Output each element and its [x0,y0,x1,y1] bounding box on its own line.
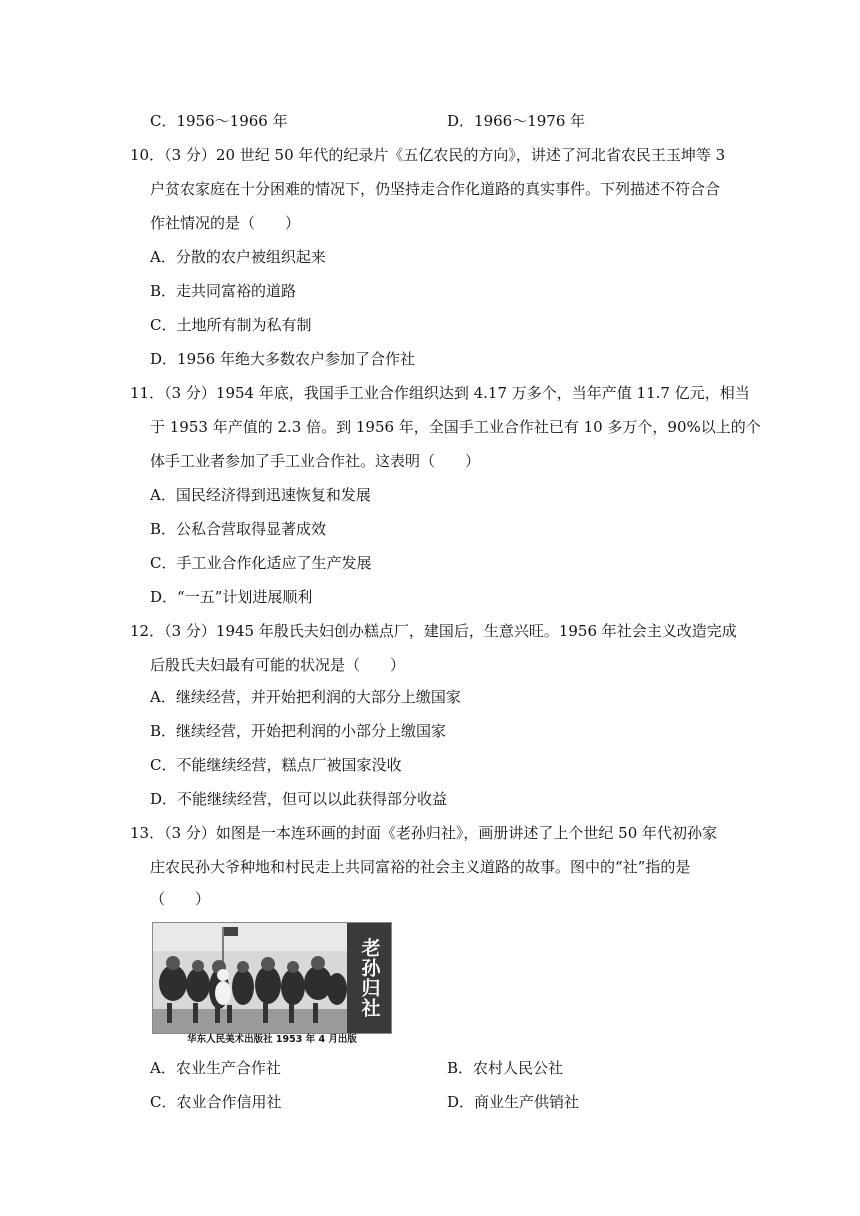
q11-stem-line3: 体手工业者参加了手工业合作社。这表明（ ） [150,452,481,470]
q12-option-a: A．继续经营，并开始把利润的大部分上缴国家 [150,688,461,706]
comic-cover-image [152,922,392,1046]
q13-option-c: C．农业合作信用社 [150,1093,282,1111]
q12-stem-line2: 后殷氏夫妇最有可能的状况是（ ） [150,656,406,674]
q9-option-c: C．1956～1966 年 [150,112,288,130]
q10-option-b: B．走共同富裕的道路 [150,282,297,300]
q13-stem-line2: 庄农民孙大爷种地和村民走上共同富裕的社会主义道路的故事。图中的“社”指的是 [150,858,691,876]
q12-option-c: C．不能继续经营，糕点厂被国家没收 [150,756,402,774]
q13-stem-line1: 13．（3 分）如图是一本连环画的封面《老孙归社》，画册讲述了上个世纪 50 年代初孙家 [130,824,718,842]
comic-cover-artwork [152,922,392,1034]
crowd-illustration [153,923,347,1033]
comic-cover-title: 老孙归社 [347,923,391,1033]
q11-stem-line2: 于 1953 年产值的 2.3 倍。到 1956 年，全国手工业合作社已有 10 多万个，90%以上的个 [150,418,761,436]
q13-option-b: B．农村人民公社 [447,1059,564,1077]
q10-stem-line1: 10．（3 分）20 世纪 50 年代的纪录片《五亿农民的方向》，讲述了河北省农民王玉坤等 3 [130,146,726,164]
q11-option-b: B．公私合营取得显著成效 [150,520,327,538]
q10-option-a: A．分散的农户被组织起来 [150,248,326,266]
q12-stem-line1: 12．（3 分）1945 年殷氏夫妇创办糕点厂，建国后，生意兴旺。1956 年社会主义改造完成 [130,622,737,640]
q10-option-c: C．土地所有制为私有制 [150,316,312,334]
q13-stem-line3: （ ） [150,890,211,908]
q11-option-a: A．国民经济得到迅速恢复和发展 [150,486,371,504]
q11-option-c: C．手工业合作化适应了生产发展 [150,554,372,572]
q10-stem-line2: 户贫农家庭在十分困难的情况下，仍坚持走合作化道路的真实事件。下列描述不符合合 [150,180,721,198]
q12-option-b: B．继续经营，开始把利润的小部分上缴国家 [150,722,447,740]
q11-option-d: D．“一五”计划进展顺利 [150,588,313,606]
q13-option-d: D．商业生产供销社 [447,1093,580,1111]
q10-stem-line3: 作社情况的是（ ） [150,214,301,232]
q13-option-a: A．农业生产合作社 [150,1059,281,1077]
comic-cover-caption: 华东人民美术出版社 1953 年 4 月出版 [187,1034,357,1045]
q12-option-d: D．不能继续经营，但可以以此获得部分收益 [150,790,448,808]
q9-option-d: D．1966～1976 年 [447,112,586,130]
q11-stem-line1: 11．（3 分）1954 年底，我国手工业合作组织达到 4.17 万多个，当年产值 11.7 亿元，相当 [130,384,750,402]
q10-option-d: D．1956 年绝大多数农户参加了合作社 [150,350,415,368]
